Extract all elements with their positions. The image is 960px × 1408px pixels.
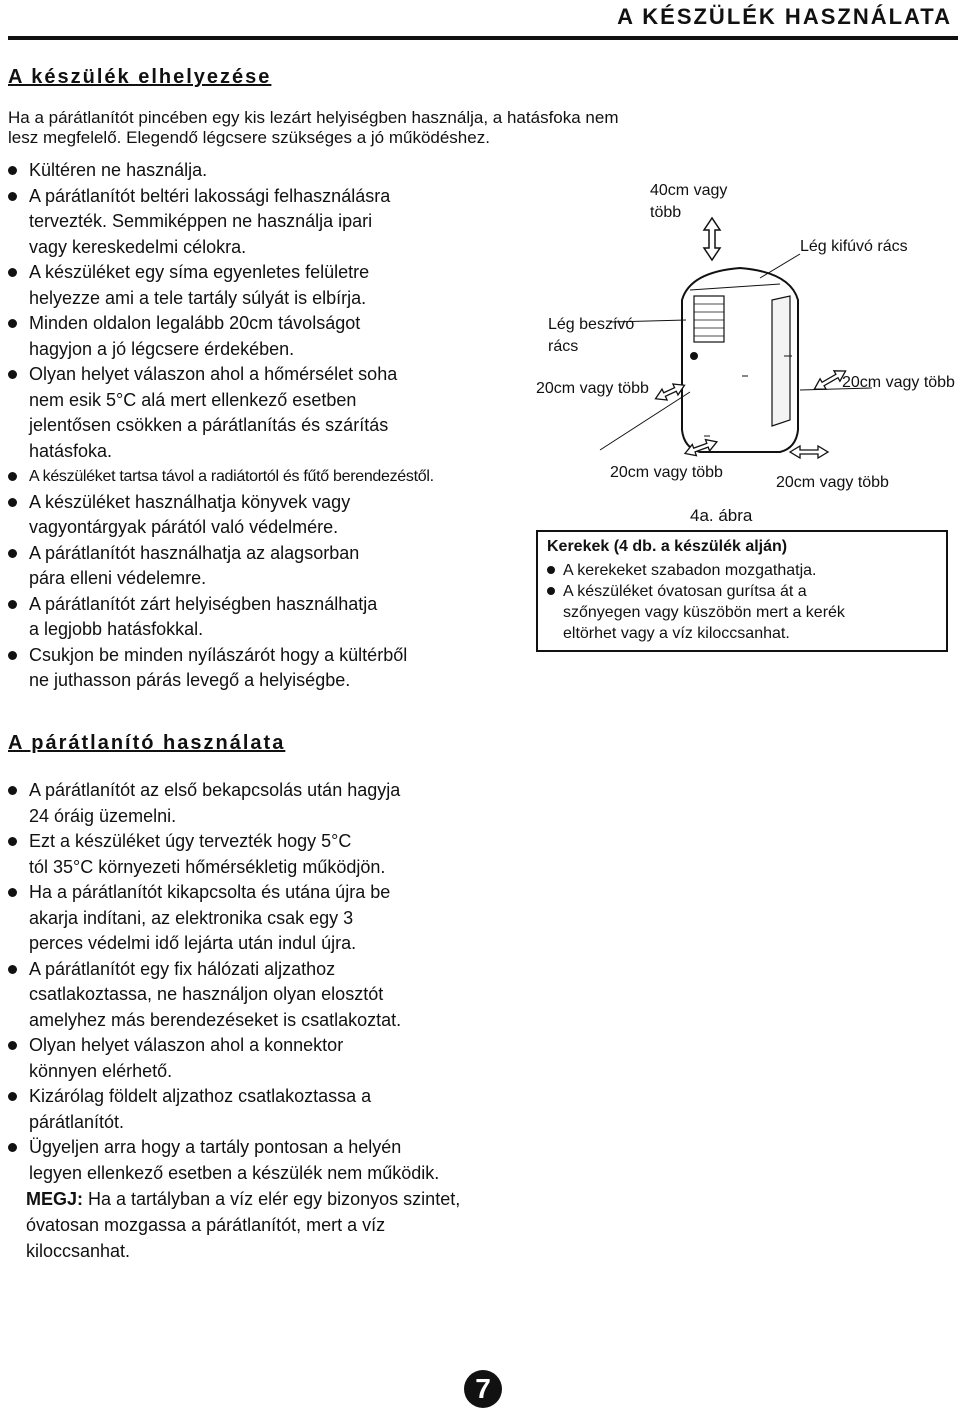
list-item: Olyan helyet válaszon ahol a konnektor könnyen elérhető.: [8, 1033, 548, 1084]
list-item: A készüléket egy síma egyenletes felületre helyezze ami a tele tartály súlyát is elbírja.: [8, 260, 528, 311]
outlet-leader: [760, 254, 800, 278]
list-item: A párátlanítót az első bekapcsolás után hagyja 24 óráig üzemelni.: [8, 778, 548, 829]
list-item: A készüléket használhatja könyvek vagy vagyontárgyak párától való védelmére.: [8, 490, 528, 541]
left-clearance-label: 20cm vagy több: [536, 380, 649, 397]
list-item: A párátlanítót zárt helyiségben használhatja a legjobb hatásfokkal.: [8, 592, 528, 643]
note-text: Ha a tartályban a víz elér egy bizonyos szintet, óvatosan mozgassa a párátlanítót, mert a víz kiloccsanhat.: [26, 1189, 461, 1261]
list-item: Kültéren ne használja.: [8, 158, 528, 184]
dehumidifier-body: [682, 268, 798, 452]
list-item: Csukjon be minden nyílászárót hogy a kültérből ne juthasson párás levegő a helyiségbe.: [8, 643, 528, 694]
list-item: Kizárólag földelt aljzathoz csatlakoztassa a párátlanítót.: [8, 1084, 548, 1135]
list-item: A készüléket óvatosan gurítsa át a szőnyegen vagy küszöbön mert a kerék eltörhet vagy a víz kiloccsanhat.: [547, 581, 845, 644]
wheels-info-box: [536, 530, 948, 652]
placement-section-title: A készülék elhelyezése: [8, 66, 272, 88]
list-item: Minden oldalon legalább 20cm távolságot hagyjon a jó légcsere érdekében.: [8, 311, 528, 362]
bottom-right-arrow: [790, 446, 828, 458]
usage-bullet-list: [8, 778, 548, 1186]
air-outlet-label: Lég kifúvó rács: [800, 238, 908, 255]
usage-section-title: A párátlanító használata: [8, 732, 286, 754]
dehumidifier-figure: [0, 0, 960, 520]
page-header-title: A KÉSZÜLÉK HASZNÁLATA: [617, 4, 952, 29]
list-item: A párátlanítót beltéri lakossági felhasználásra tervezték. Semmiképpen ne használja ipari vagy kereskedelmi célokra.: [8, 184, 528, 261]
page-number-badge: 7: [464, 1370, 502, 1408]
list-item: A készüléket tartsa távol a radiátortól és fűtő berendezéstől.: [8, 464, 528, 490]
list-item: Ezt a készüléket úgy tervezték hogy 5°C tól 35°C környezeti hőmérsékletig működjön.: [8, 829, 548, 880]
placement-intro: Ha a párátlanítót pincében egy kis lezárt helyiségben használja, a hatásfoka nem lesz megfelelő. Elegendő légcsere szükséges a jó működéshez.: [8, 108, 619, 147]
usage-note: [26, 1186, 546, 1264]
list-item: Ügyeljen arra hogy a tartály pontosan a helyén legyen ellenkező esetben a készülék nem működik.: [8, 1135, 548, 1186]
top-clearance-arrow: [704, 218, 720, 260]
list-item: Olyan helyet válaszon ahol a hőmérsélet soha nem esik 5°C alá mert ellenkező esetben jelentősen csökken a párátlanítás és szárítás hatásfoka.: [8, 362, 528, 464]
wheels-title: Kerekek (4 db. a készülék alján): [547, 538, 788, 555]
air-inlet-label: Lég beszívó rács: [548, 316, 635, 355]
left-clearance-line: [600, 392, 690, 450]
top-clearance-label: 40cm vagy több: [650, 182, 728, 221]
bottom-right-clearance-label: 20cm vagy több: [776, 474, 889, 491]
figure-caption: 4a. ábra: [690, 506, 753, 525]
right-clearance-label: 20cm vagy több: [842, 374, 955, 391]
bottom-left-clearance-label: 20cm vagy több: [610, 464, 723, 481]
note-label: MEGJ:: [26, 1189, 84, 1209]
list-item: Ha a párátlanítót kikapcsolta és utána újra be akarja indítani, az elektronika csak egy 3 perces védelmi idő lejárta után indul újra.: [8, 880, 548, 957]
wheels-list: [547, 560, 845, 644]
list-item: A kerekeket szabadon mozgathatja.: [547, 560, 845, 581]
list-item: A párátlanítót használhatja az alagsorban pára elleni védelemre.: [8, 541, 528, 592]
list-item: A párátlanítót egy fix hálózati aljzathoz csatlakoztassa, ne használjon olyan elosztót amelyhez más berendezéseket is csatlakoztat.: [8, 957, 548, 1034]
